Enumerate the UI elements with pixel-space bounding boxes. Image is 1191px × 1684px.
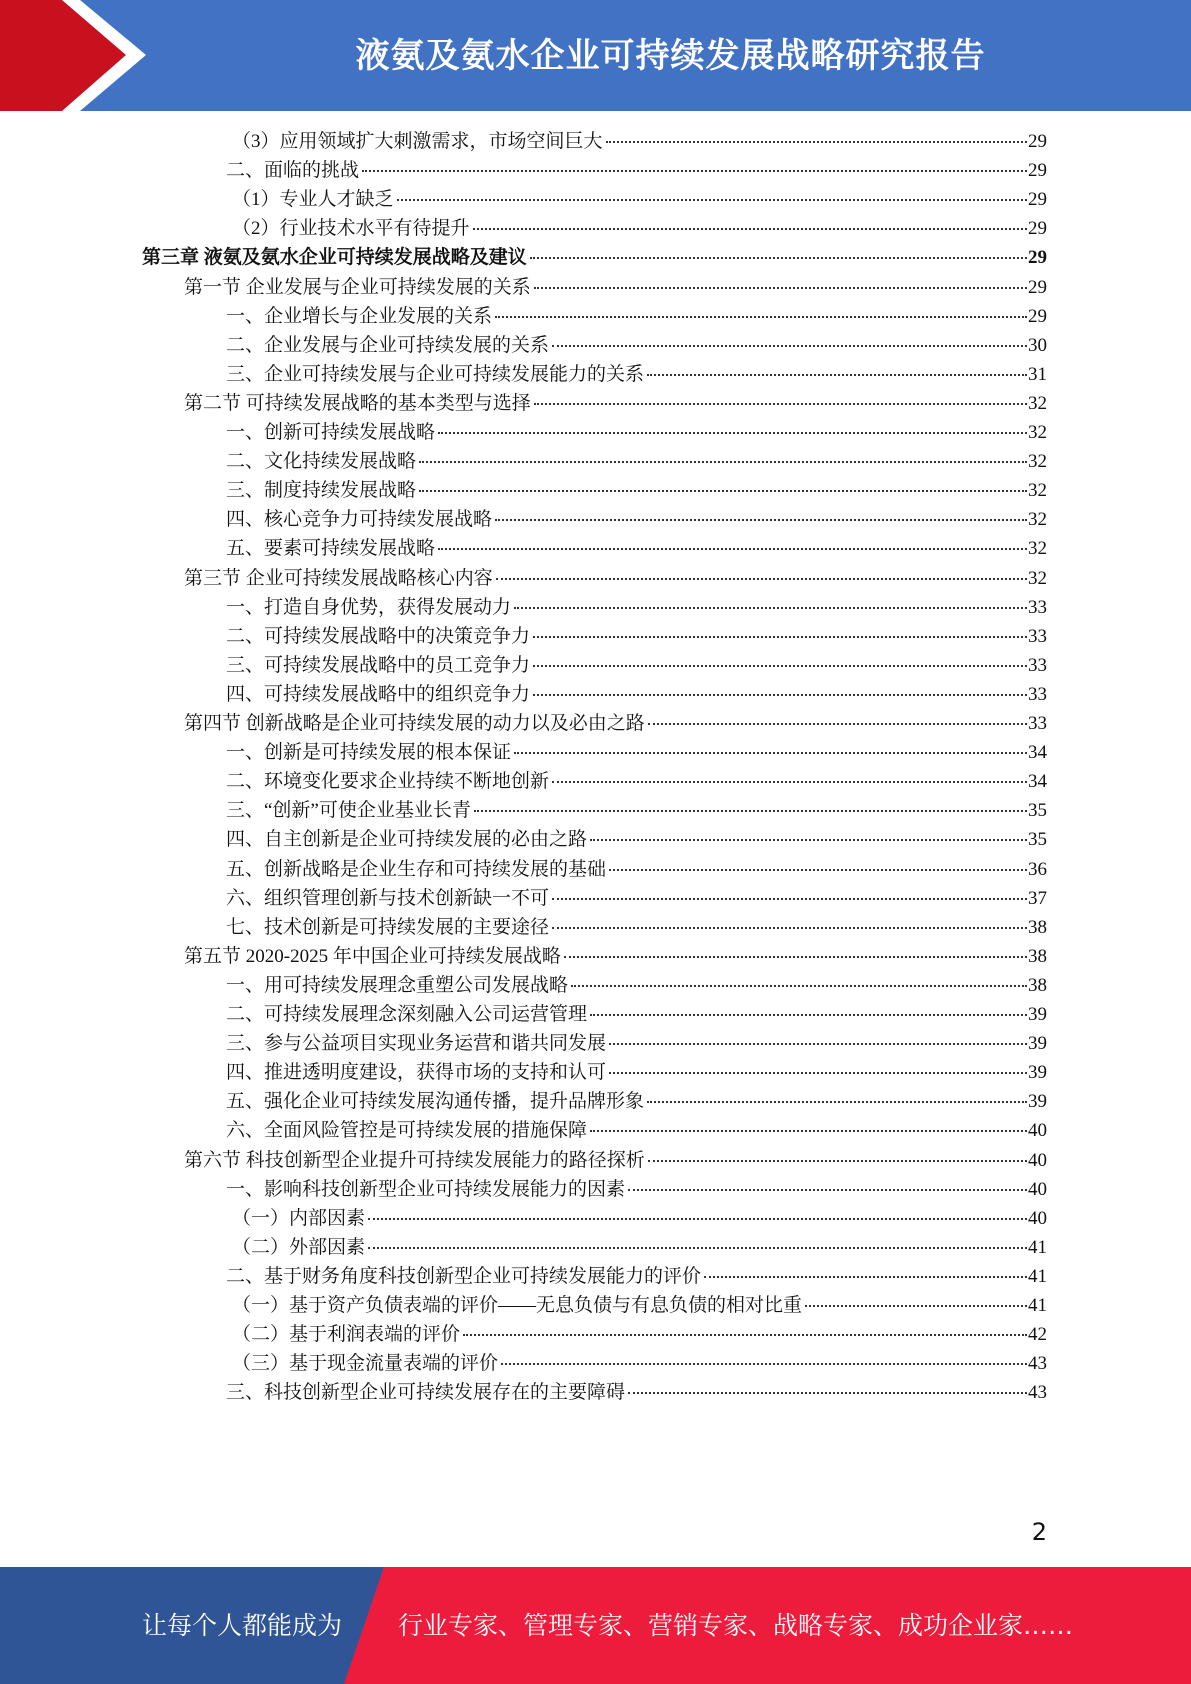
toc-entry[interactable] xyxy=(226,766,1047,797)
toc-entry-label: 第六节 科技创新型企业提升可持续发展能力的路径探析 xyxy=(184,1149,645,1171)
toc-entry-label: （一）内部因素 xyxy=(232,1207,366,1229)
toc-entry-page: 29 xyxy=(1028,131,1047,152)
toc-entry[interactable] xyxy=(232,1348,1047,1379)
toc-entry[interactable] xyxy=(226,621,1047,652)
toc-dot-leader xyxy=(564,955,1027,958)
toc-entry[interactable] xyxy=(232,1203,1047,1234)
toc-entry[interactable] xyxy=(184,388,1047,419)
toc-entry-label: 二、可持续发展战略中的决策竞争力 xyxy=(226,625,531,647)
toc-entry-label: 五、创新战略是企业生存和可持续发展的基础 xyxy=(226,858,607,880)
toc-dot-leader xyxy=(590,1013,1027,1016)
toc-dot-leader xyxy=(501,1362,1027,1365)
toc-entry-page: 29 xyxy=(1028,160,1047,182)
toc-entry-page: 42 xyxy=(1028,1324,1047,1346)
page-footer xyxy=(0,1567,1191,1684)
toc-entry-page: 40 xyxy=(1028,1149,1047,1171)
toc-entry-page: 33 xyxy=(1028,683,1047,705)
toc-dot-leader xyxy=(590,1129,1027,1132)
toc-entry-label: 二、环境变化要求企业持续不断地创新 xyxy=(226,771,550,793)
toc-dot-leader xyxy=(474,809,1027,812)
toc-entry[interactable] xyxy=(232,184,1047,215)
toc-entry-label: 第三节 企业可持续发展战略核心内容 xyxy=(184,567,493,589)
toc-entry-page: 33 xyxy=(1028,654,1047,676)
toc-entry[interactable] xyxy=(226,650,1047,681)
toc-entry-label: （1）专业人才缺乏 xyxy=(232,189,394,211)
toc-entry-label: （二）外部因素 xyxy=(232,1236,366,1258)
toc-entry-label: （一）基于资产负债表端的评价——无息负债与有息负债的相对比重 xyxy=(232,1295,803,1316)
toc-entry-page: 39 xyxy=(1028,1033,1047,1055)
toc-entry-page: 43 xyxy=(1028,1382,1047,1404)
header-arrow-decoration xyxy=(0,0,150,111)
toc-entry[interactable] xyxy=(226,592,1047,623)
toc-dot-leader xyxy=(609,1042,1027,1045)
toc-entry[interactable] xyxy=(226,301,1047,332)
toc-entry-label: 二、基于财务角度科技创新型企业可持续发展能力的评价 xyxy=(226,1265,702,1287)
toc-entry[interactable] xyxy=(226,854,1047,885)
toc-dot-leader xyxy=(805,1304,1027,1307)
toc-entry[interactable] xyxy=(184,941,1047,972)
toc-entry-label: 一、创新可持续发展战略 xyxy=(226,422,436,443)
toc-entry-label: 四、核心竞争力可持续发展战略 xyxy=(226,509,493,531)
toc-entry[interactable] xyxy=(184,708,1047,739)
toc-entry[interactable] xyxy=(226,1028,1047,1059)
toc-entry[interactable] xyxy=(184,1145,1047,1176)
page-header xyxy=(0,0,1191,111)
toc-dot-leader xyxy=(647,373,1027,376)
toc-entry-page: 40 xyxy=(1028,1120,1047,1142)
page-number: 2 xyxy=(1031,1518,1047,1546)
toc-entry[interactable] xyxy=(226,824,1047,855)
toc-entry[interactable] xyxy=(226,1086,1047,1117)
toc-dot-leader xyxy=(552,780,1027,783)
toc-dot-leader xyxy=(419,489,1027,492)
toc-entry-page: 29 xyxy=(1028,305,1047,327)
toc-entry-label: 二、可持续发展理念深刻融入公司运营管理 xyxy=(226,1004,588,1025)
toc-entry-label: 第二节 可持续发展战略的基本类型与选择 xyxy=(184,392,531,414)
toc-entry[interactable] xyxy=(226,1057,1047,1088)
toc-entry-page: 39 xyxy=(1028,1062,1047,1084)
toc-entry-page: 34 xyxy=(1028,771,1047,793)
toc-entry-label: 七、技术创新是可持续发展的主要途径 xyxy=(226,916,550,938)
toc-entry-page: 30 xyxy=(1028,334,1047,356)
toc-entry[interactable] xyxy=(226,1261,1047,1292)
toc-entry-label: （三）基于现金流量表端的评价 xyxy=(232,1353,499,1375)
toc-entry-page: 33 xyxy=(1028,596,1047,618)
footer-slogan-right: 行业专家、管理专家、营销专家、战略专家、成功企业家…… xyxy=(398,1611,1074,1640)
toc-dot-leader xyxy=(362,169,1027,172)
toc-entry-page: 32 xyxy=(1028,392,1047,414)
toc-entry-label: 三、参与公益项目实现业务运营和谐共同发展 xyxy=(226,1033,607,1055)
toc-entry[interactable] xyxy=(142,242,1047,273)
toc-dot-leader xyxy=(473,227,1027,230)
toc-entry[interactable] xyxy=(226,795,1047,826)
toc-entry[interactable] xyxy=(226,155,1047,186)
toc-entry-page: 38 xyxy=(1028,945,1047,967)
toc-entry-label: 二、面临的挑战 xyxy=(226,160,360,182)
toc-entry-page: 37 xyxy=(1028,887,1047,909)
toc-entry-label: 第五节 2020-2025 年中国企业可持续发展战略 xyxy=(184,945,561,967)
toc-dot-leader xyxy=(534,402,1027,405)
toc-entry-page: 33 xyxy=(1028,713,1047,734)
toc-entry-page: 39 xyxy=(1028,1091,1047,1113)
toc-dot-leader xyxy=(438,547,1027,550)
toc-entry-page: 32 xyxy=(1028,567,1047,589)
toc-entry-label: 二、企业发展与企业可持续发展的关系 xyxy=(226,334,550,356)
toc-entry-label: （3）应用领域扩大刺激需求，市场空间巨大 xyxy=(232,131,603,152)
toc-entry-page: 40 xyxy=(1028,1207,1047,1229)
toc-dot-leader xyxy=(704,1275,1027,1278)
toc-entry-page: 31 xyxy=(1028,363,1047,385)
toc-dot-leader xyxy=(495,315,1027,318)
toc-entry-page: 33 xyxy=(1028,625,1047,647)
toc-dot-leader xyxy=(533,693,1027,696)
toc-entry-page: 36 xyxy=(1028,858,1047,880)
toc-entry[interactable] xyxy=(226,330,1047,361)
toc-entry[interactable] xyxy=(232,1319,1047,1350)
toc-dot-leader xyxy=(552,897,1027,900)
toc-entry-page: 34 xyxy=(1028,742,1047,764)
toc-dot-leader xyxy=(552,926,1027,929)
toc-entry-label: （二）基于利润表端的评价 xyxy=(232,1324,461,1346)
toc-entry-label: 六、全面风险管控是可持续发展的措施保障 xyxy=(226,1120,588,1142)
toc-entry-page: 32 xyxy=(1028,509,1047,531)
toc-entry-label: 一、创新是可持续发展的根本保证 xyxy=(226,742,512,764)
toc-entry-page: 32 xyxy=(1028,480,1047,502)
toc-dot-leader xyxy=(590,838,1027,841)
toc-entry-label: 第四节 创新战略是企业可持续发展的动力以及必由之路 xyxy=(184,713,645,734)
toc-entry[interactable] xyxy=(226,359,1047,390)
toc-dot-leader xyxy=(397,198,1027,201)
toc-entry-label: 三、制度持续发展战略 xyxy=(226,480,417,502)
toc-entry-page: 41 xyxy=(1028,1265,1047,1287)
toc-entry-label: 第一节 企业发展与企业可持续发展的关系 xyxy=(184,276,531,298)
toc-entry-page: 43 xyxy=(1028,1353,1047,1375)
toc-dot-leader xyxy=(419,460,1027,463)
toc-entry-label: 五、要素可持续发展战略 xyxy=(226,538,436,560)
toc-dot-leader xyxy=(648,722,1027,725)
toc-dot-leader xyxy=(438,431,1027,434)
toc-entry[interactable] xyxy=(226,446,1047,477)
toc-dot-leader xyxy=(368,1246,1027,1249)
toc-entry-label: 四、自主创新是企业可持续发展的必由之路 xyxy=(226,829,588,851)
toc-entry-page: 29 xyxy=(1028,247,1047,269)
toc-entry-page: 41 xyxy=(1028,1295,1047,1316)
toc-entry-page: 29 xyxy=(1028,218,1047,240)
toc-entry-label: 一、企业增长与企业发展的关系 xyxy=(226,305,493,327)
toc-entry[interactable] xyxy=(226,679,1047,710)
toc-entry-label: 三、可持续发展战略中的员工竞争力 xyxy=(226,654,531,676)
toc-entry[interactable] xyxy=(226,475,1047,506)
toc-entry-page: 41 xyxy=(1028,1236,1047,1258)
toc-entry-label: 五、强化企业可持续发展沟通传播，提升品牌形象 xyxy=(226,1091,645,1113)
toc-entry-label: 一、用可持续发展理念重塑公司发展战略 xyxy=(226,974,569,996)
toc-dot-leader xyxy=(530,256,1027,259)
toc-entry-label: 四、可持续发展战略中的组织竞争力 xyxy=(226,683,531,705)
toc-entry[interactable] xyxy=(226,533,1047,564)
toc-entry[interactable] xyxy=(226,737,1047,768)
toc-dot-leader xyxy=(609,868,1027,871)
toc-dot-leader xyxy=(571,984,1027,987)
toc-entry-page: 32 xyxy=(1028,422,1047,443)
toc-entry[interactable] xyxy=(232,126,1047,157)
toc-entry-page: 39 xyxy=(1028,1004,1047,1025)
toc-dot-leader xyxy=(552,344,1027,347)
toc-dot-leader xyxy=(514,751,1027,754)
toc-entry-label: 三、企业可持续发展与企业可持续发展能力的关系 xyxy=(226,363,645,385)
toc-entry[interactable] xyxy=(232,1232,1047,1263)
toc-dot-leader xyxy=(533,664,1027,667)
toc-entry-label: 二、文化持续发展战略 xyxy=(226,451,417,473)
toc-dot-leader xyxy=(647,1100,1027,1103)
toc-entry[interactable] xyxy=(184,272,1047,303)
toc-dot-leader xyxy=(463,1333,1027,1336)
toc-entry-page: 29 xyxy=(1028,189,1047,211)
toc-entry-label: 一、影响科技创新型企业可持续发展能力的因素 xyxy=(226,1178,626,1200)
toc-entry[interactable] xyxy=(226,912,1047,943)
toc-entry-page: 38 xyxy=(1028,974,1047,996)
report-title: 液氨及氨水企业可持续发展战略研究报告 xyxy=(355,35,986,76)
toc-entry[interactable] xyxy=(226,1377,1047,1408)
toc-entry[interactable] xyxy=(226,1115,1047,1146)
toc-dot-leader xyxy=(496,577,1027,580)
toc-entry[interactable] xyxy=(226,1174,1047,1205)
toc-dot-leader xyxy=(368,1217,1027,1220)
toc-dot-leader xyxy=(514,606,1027,609)
toc-dot-leader xyxy=(609,1071,1027,1074)
toc-dot-leader xyxy=(628,1188,1027,1191)
toc-dot-leader xyxy=(495,518,1027,521)
toc-entry[interactable] xyxy=(232,213,1047,244)
toc-entry[interactable] xyxy=(184,563,1047,594)
footer-slogan-left: 让每个人都能成为 xyxy=(142,1611,343,1640)
toc-dot-leader xyxy=(628,1391,1027,1394)
toc-entry-page: 38 xyxy=(1028,916,1047,938)
toc-dot-leader xyxy=(534,286,1027,289)
toc-entry-page: 35 xyxy=(1028,800,1047,822)
toc-entry-label: 一、打造自身优势，获得发展动力 xyxy=(226,596,512,618)
toc-dot-leader xyxy=(648,1159,1027,1162)
toc-entry-label: 第三章 液氨及氨水企业可持续发展战略及建议 xyxy=(142,247,527,269)
toc-entry-label: 三、科技创新型企业可持续发展存在的主要障碍 xyxy=(226,1382,626,1404)
toc-entry-label: （2）行业技术水平有待提升 xyxy=(232,218,470,240)
toc-entry[interactable] xyxy=(226,504,1047,535)
toc-entry[interactable] xyxy=(226,970,1047,1001)
toc-entry[interactable] xyxy=(226,417,1047,448)
toc-entry[interactable] xyxy=(232,1290,1047,1321)
toc-dot-leader xyxy=(533,635,1027,638)
toc-entry-page: 35 xyxy=(1028,829,1047,851)
toc-entry[interactable] xyxy=(226,883,1047,914)
toc-entry-page: 40 xyxy=(1028,1178,1047,1200)
toc-entry-label: 四、推进透明度建设，获得市场的支持和认可 xyxy=(226,1062,607,1084)
toc-entry-page: 32 xyxy=(1028,538,1047,560)
toc-entry-label: 三、“创新”可使企业基业长青 xyxy=(226,800,471,822)
toc-dot-leader xyxy=(606,140,1027,143)
toc-entry-label: 六、组织管理创新与技术创新缺一不可 xyxy=(226,887,550,909)
toc-entry-page: 32 xyxy=(1028,451,1047,473)
toc-entry[interactable] xyxy=(226,999,1047,1030)
toc-entry-page: 29 xyxy=(1028,276,1047,298)
